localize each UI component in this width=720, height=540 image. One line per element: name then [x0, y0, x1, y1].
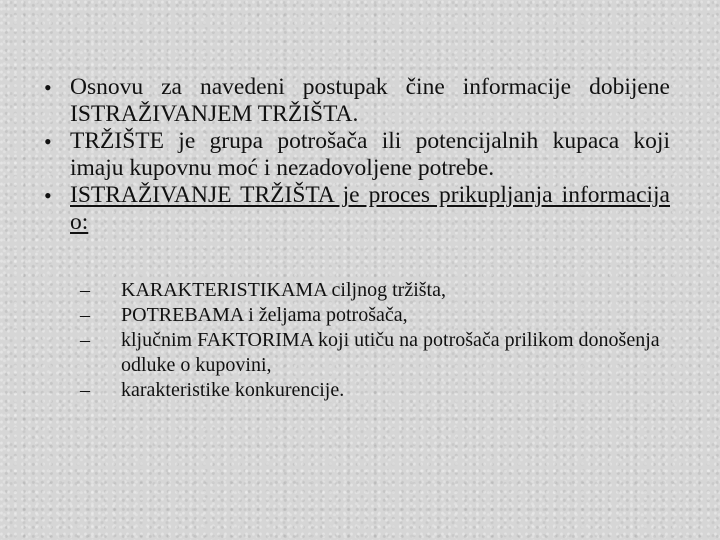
bullet-item [44, 74, 670, 128]
bullet-text: TRŽIŠTE je grupa potrošača ili potencijalnih kupaca koji imaju kupovnu moć i nezadovoljene potrebe. [70, 128, 670, 181]
dash-icon: – [80, 329, 90, 351]
bullet-icon: • [44, 75, 52, 100]
bullet-icon: • [44, 129, 52, 154]
sub-item-text: karakteristike konkurencije. [121, 379, 345, 401]
sub-list [80, 278, 672, 403]
sub-item [80, 278, 672, 303]
sub-item-text: KARAKTERISTIKAMA ciljnog tržišta, [121, 279, 446, 301]
bullet-text: ISTRAŽIVANJE TRŽIŠTA je proces prikupljanja informacija o: [70, 182, 670, 235]
bullet-list [44, 74, 670, 236]
dash-icon: – [80, 379, 90, 401]
sub-item-text: POTREBAMA i željama potrošača, [121, 304, 408, 326]
bullet-icon: • [44, 183, 52, 208]
dash-icon: – [80, 304, 90, 326]
sub-item [80, 328, 672, 378]
bullet-item [44, 182, 670, 236]
sub-item [80, 303, 672, 328]
bullet-text: Osnovu za navedeni postupak čine informacije dobijene ISTRAŽIVANJEM TRŽIŠTA. [70, 74, 670, 127]
sub-item [80, 378, 672, 403]
bullet-item [44, 128, 670, 182]
sub-item-text: ključnim FAKTORIMA koji utiču na potrošača prilikom donošenja odluke o kupovini, [121, 329, 660, 376]
dash-icon: – [80, 279, 90, 301]
